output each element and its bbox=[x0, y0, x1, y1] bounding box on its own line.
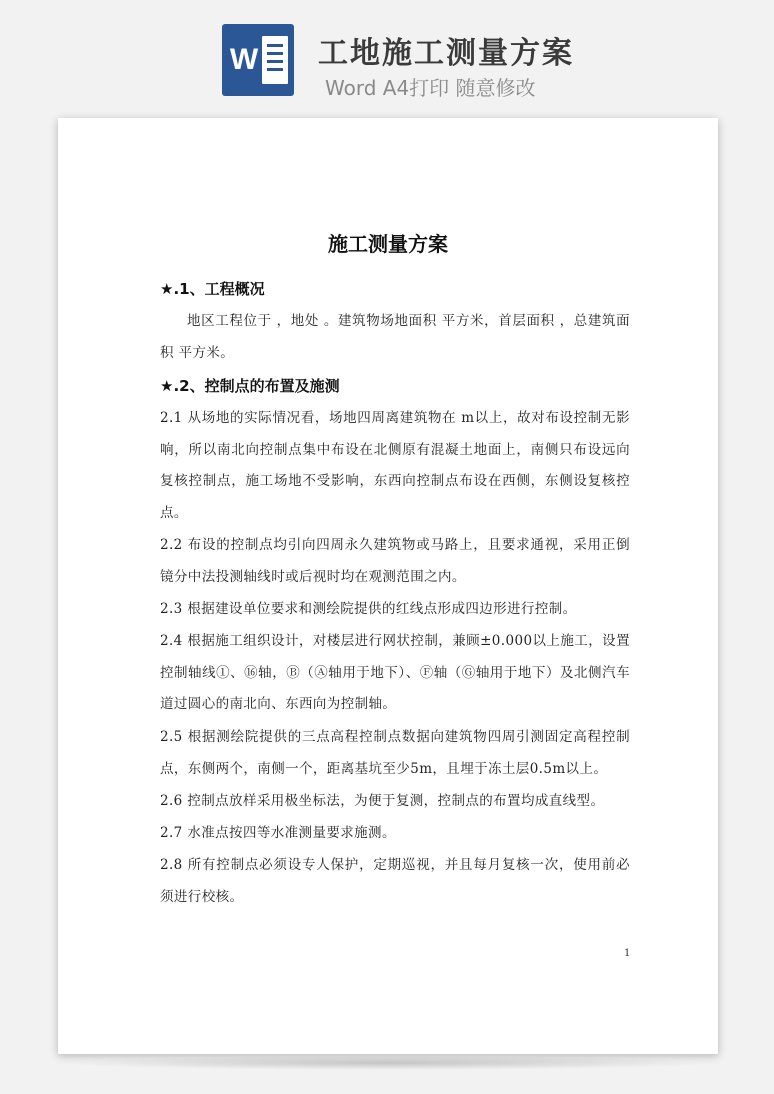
paragraph-overview: 地区工程位于 ，地处 。建筑物场地面积 平方米，首层面积 ，总建筑面积 平方米。 bbox=[160, 313, 630, 361]
paragraph-2-2: 2.2 布设的控制点均引向四周永久建筑物或马路上，且要求通视，采用正倒镜分中法投测轴线时或后视时均在观测范围之内。 bbox=[160, 537, 630, 585]
document-title: 施工测量方案 bbox=[328, 232, 448, 256]
page-number: 1 bbox=[624, 948, 631, 959]
section-heading-2: ★.2、控制点的布置及施测 bbox=[160, 377, 340, 395]
paragraph-2-7: 2.7 水准点按四等水准测量要求施测。 bbox=[160, 825, 396, 841]
section-heading-1: ★.1、工程概况 bbox=[160, 280, 265, 298]
word-icon bbox=[222, 24, 294, 96]
paragraph-2-1: 2.1 从场地的实际情况看，场地四周离建筑物在 m以上，故对布设控制无影响，所以南北向控制点集中布设在北侧原有混凝土地面上，南侧只布设远向复核控制点，施工场地不受影响，东西向控制点布设在西侧，东侧设复核控点。 bbox=[160, 410, 630, 521]
word-logo-letter: W bbox=[229, 43, 259, 76]
banner-title: 工地施工测量方案 bbox=[318, 36, 574, 71]
document-page bbox=[58, 118, 718, 1054]
page-shadow bbox=[64, 1056, 712, 1070]
banner-subtitle: Word A4打印 随意修改 bbox=[325, 76, 536, 100]
paragraph-2-8: 2.8 所有控制点必须设专人保护，定期巡视，并且每月复核一次，使用前必须进行校核。 bbox=[160, 857, 630, 905]
paragraph-2-5: 2.5 根据测绘院提供的三点高程控制点数据向建筑物四周引测固定高程控制点，东侧两个，南侧一个，距离基坑至少5m，且埋于冻土层0.5m以上。 bbox=[160, 729, 630, 777]
document-lines-icon bbox=[262, 36, 288, 84]
paragraph-2-3: 2.3 根据建设单位要求和测绘院提供的红线点形成四边形进行控制。 bbox=[160, 601, 577, 617]
header-banner bbox=[0, 0, 774, 110]
paragraph-2-6: 2.6 控制点放样采用极坐标法，为便于复测，控制点的布置均成直线型。 bbox=[160, 793, 605, 809]
paragraph-2-4: 2.4 根据施工组织设计，对楼层进行网状控制，兼顾±0.000以上施工，设置控制轴线①、⑯轴，Ⓑ（Ⓐ轴用于地下）、Ⓕ轴（Ⓖ轴用于地下）及北侧汽车道过圆心的南北向、东西向为控制轴。 bbox=[160, 633, 630, 712]
